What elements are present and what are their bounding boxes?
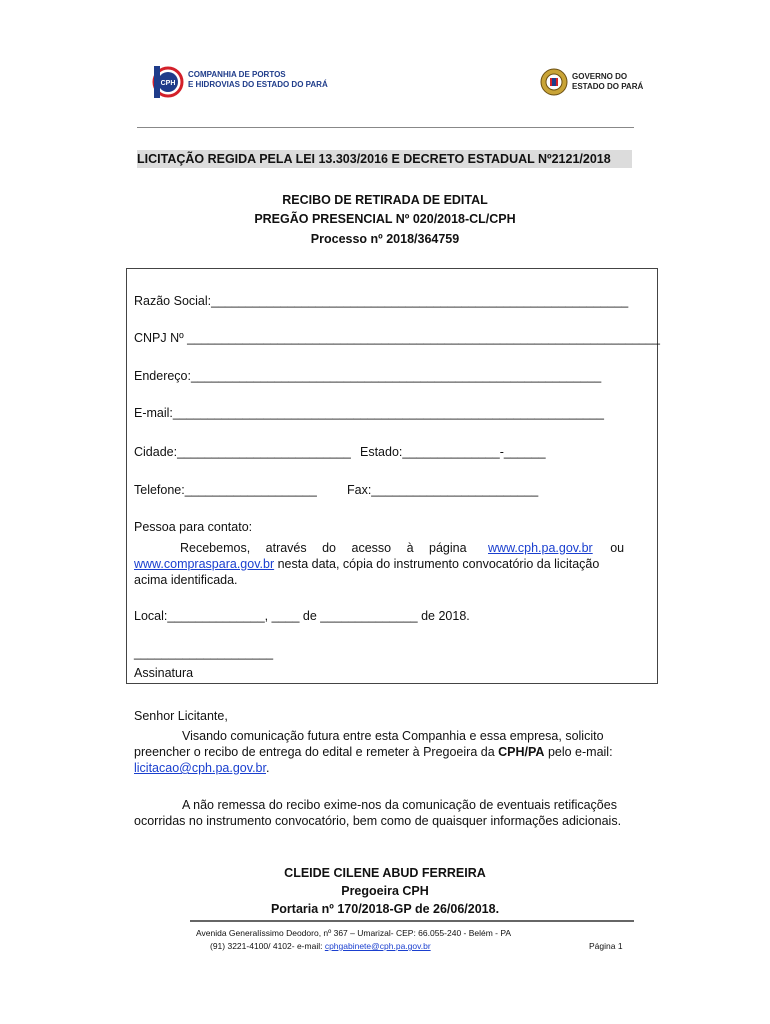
signer-name: CLEIDE CILENE ABUD FERREIRA bbox=[284, 866, 486, 880]
government-seal-icon bbox=[540, 64, 568, 100]
receipt-text-a: Recebemos, através do acesso à página bbox=[180, 541, 467, 555]
paragraph1-email-label: pelo e-mail: bbox=[547, 745, 613, 759]
footer-contact bbox=[210, 941, 431, 951]
company-name bbox=[188, 70, 328, 90]
headline-text: LICITAÇÃO REGIDA PELA LEI 13.303/2016 E DECRETO ESTADUAL Nº2121/2018 bbox=[137, 152, 611, 166]
footer-divider bbox=[190, 920, 634, 922]
paragraph1-line2 bbox=[134, 744, 613, 760]
footer-address: Avenida Generalíssimo Deodoro, nº 367 – Umarizal- CEP: 66.055-240 - Belém - PA bbox=[196, 928, 512, 938]
signature-label: Assinatura bbox=[134, 666, 194, 680]
receipt-text-line2 bbox=[134, 556, 599, 572]
cidade-field[interactable]: Cidade:_________________________ bbox=[134, 445, 351, 459]
header-divider bbox=[137, 127, 634, 128]
document-title: RECIBO DE RETIRADA DE EDITAL bbox=[282, 193, 488, 207]
document-subtitle: PREGÃO PRESENCIAL Nº 020/2018-CL/CPH bbox=[254, 212, 516, 226]
footer-email-link[interactable]: cphgabinete@cph.pa.gov.br bbox=[324, 941, 431, 951]
paragraph2-line2: ocorridas no instrumento convocatório, bem como de quaisquer informações adicionais. bbox=[134, 814, 622, 828]
cph-logo bbox=[152, 62, 184, 102]
headline-bar bbox=[137, 150, 632, 168]
receipt-text-line1 bbox=[180, 540, 658, 556]
signer-portaria: Portaria nº 170/2018-GP de 26/06/2018. bbox=[270, 902, 500, 916]
cph-website-link[interactable]: www.cph.pa.gov.br bbox=[488, 541, 593, 555]
footer-phone: (91) 3221-4100/ 4102- e-mail: bbox=[210, 941, 325, 951]
paragraph2-line1: A não remessa do recibo exime-nos da comunicação de eventuais retificações bbox=[182, 798, 617, 812]
fax-field[interactable]: Fax:________________________ bbox=[347, 483, 539, 497]
cph-pa-bold: CPH/PA bbox=[498, 745, 545, 759]
government-name-line2: ESTADO DO PARÁ bbox=[572, 82, 644, 91]
paragraph1-line3 bbox=[134, 760, 269, 776]
receipt-text-c: nesta data, cópia do instrumento convocatório da licitação bbox=[277, 557, 600, 571]
licitacao-email-link[interactable]: licitacao@cph.pa.gov.br bbox=[134, 761, 266, 775]
telefone-field[interactable]: Telefone:___________________ bbox=[134, 483, 317, 497]
government-name bbox=[572, 72, 643, 92]
company-name-line2: E HIDROVIAS DO ESTADO DO PARÁ bbox=[188, 80, 328, 89]
paragraph1-text: preencher o recibo de entrega do edital e remeter à Pregoeira da bbox=[134, 745, 495, 759]
receipt-text-line3: acima identificada. bbox=[134, 573, 238, 587]
email-field[interactable]: E-mail:______________________________________________________________ bbox=[134, 406, 604, 420]
compraspara-website-link[interactable]: www.compraspara.gov.br bbox=[134, 557, 275, 571]
cnpj-field[interactable]: CNPJ Nº ____________________________________________________________________ bbox=[134, 331, 660, 345]
cph-logo-text: CPH bbox=[160, 80, 176, 87]
signer-role: Pregoeira CPH bbox=[341, 884, 429, 898]
razao-social-field[interactable]: Razão Social:____________________________________________________________ bbox=[134, 294, 629, 308]
paragraph1-line1: Visando comunicação futura entre esta Companhia e essa empresa, solicito bbox=[182, 729, 604, 743]
paragraph1-period: . bbox=[265, 761, 270, 775]
pessoa-contato-label: Pessoa para contato: bbox=[134, 520, 253, 534]
process-number: Processo nº 2018/364759 bbox=[310, 232, 460, 246]
local-date-field[interactable]: Local:______________, ____ de ______________ de 2018. bbox=[134, 609, 470, 623]
company-name-line1: COMPANHIA DE PORTOS bbox=[188, 70, 286, 79]
estado-field[interactable]: Estado:______________-______ bbox=[360, 445, 546, 459]
page-number: Página 1 bbox=[589, 941, 623, 951]
greeting: Senhor Licitante, bbox=[134, 709, 228, 723]
endereco-field[interactable]: Endereço:___________________________________________________________ bbox=[134, 369, 602, 383]
receipt-text-or: ou bbox=[610, 541, 625, 555]
government-name-line1: GOVERNO DO bbox=[572, 72, 628, 81]
signature-line[interactable]: ____________________ bbox=[134, 646, 274, 660]
